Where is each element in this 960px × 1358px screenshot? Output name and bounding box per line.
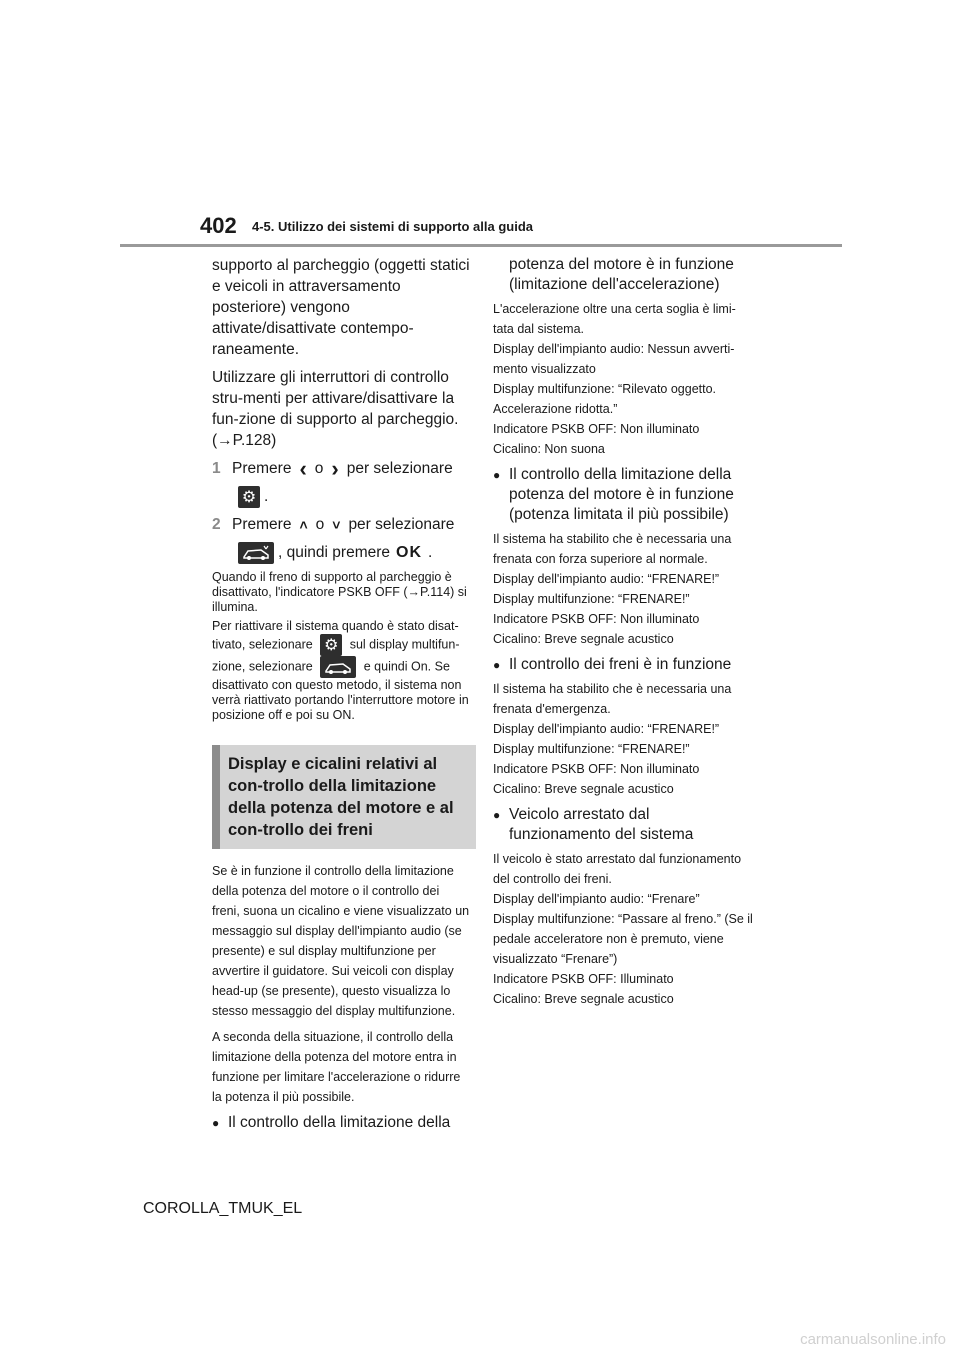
detail-line: Cicalino: Breve segnale acustico bbox=[493, 632, 674, 646]
parking-brake-car-icon bbox=[320, 656, 356, 678]
detail-line: Indicatore PSKB OFF: Non illuminato bbox=[493, 762, 700, 776]
document-code: COROLLA_TMUK_EL bbox=[143, 1200, 303, 1217]
bullet-icon: ● bbox=[493, 468, 501, 482]
bullet-text: Veicolo arrestato dal funzionamento del sistema bbox=[509, 806, 694, 843]
gear-icon: ⚙ bbox=[238, 486, 260, 508]
chevron-up-icon: ˄ bbox=[299, 517, 308, 533]
bullet-item bbox=[493, 655, 755, 675]
detail-line: L'accelerazione oltre una certa soglia è limi-tata dal sistema. bbox=[493, 302, 736, 336]
step-1-icon-row bbox=[234, 486, 470, 508]
ok-button-icon: OK bbox=[396, 544, 423, 561]
parking-brake-car-icon bbox=[238, 542, 274, 564]
step-1 bbox=[212, 458, 470, 480]
detail-line: Indicatore PSKB OFF: Non illuminato bbox=[493, 612, 700, 626]
bullet-icon: ● bbox=[212, 1116, 220, 1130]
detail-line: Display dell'impianto audio: “Frenare” bbox=[493, 892, 700, 906]
detail-line: Il sistema ha stabilito che è necessaria una frenata d'emergenza. bbox=[493, 682, 732, 716]
note-text: e quindi On. Se disattivato con questo metodo, il sistema non verrà riattivato portando l'interruttore motore in posizione off e poi su ON. bbox=[212, 659, 469, 722]
step-2 bbox=[212, 514, 470, 536]
note-text: sul display multifun-zione, selezionare bbox=[212, 637, 460, 674]
detail-line: Display multifunzione: “Passare al freno.” (Se il pedale acceleratore non è premuto, viene visualizzato “Frenare”) bbox=[493, 912, 753, 966]
detail-line: Display dell'impianto audio: “FRENARE!” bbox=[493, 572, 720, 586]
chevron-down-icon: ˅ bbox=[332, 517, 341, 533]
chevron-left-icon: ‹ bbox=[299, 456, 307, 481]
bullet-text: Il controllo della limitazione della bbox=[228, 1114, 451, 1131]
left-column bbox=[212, 255, 470, 1137]
page-number: 402 bbox=[200, 213, 237, 238]
step-text: . bbox=[264, 488, 269, 505]
chevron-right-icon: › bbox=[331, 456, 339, 481]
detail-line: Indicatore PSKB OFF: Non illuminato bbox=[493, 422, 700, 436]
bullet-text: Il controllo dei freni è in funzione bbox=[509, 656, 732, 673]
step-number: 1 bbox=[212, 460, 221, 477]
detail-line: Display multifunzione: “FRENARE!” bbox=[493, 742, 690, 756]
section-heading: Display e cicalini relativi al con-trollo della limitazione della potenza del motore e al con-trollo dei freni bbox=[212, 745, 476, 849]
step-text: . bbox=[428, 544, 433, 561]
header-rule bbox=[120, 244, 842, 247]
step-text: Premere bbox=[232, 516, 292, 533]
detail-line: Display multifunzione: “Rilevato oggetto. Accelerazione ridotta.” bbox=[493, 382, 717, 416]
bullet-text: Il controllo della limitazione della potenza del motore è in funzione (potenza limitata il più possibile) bbox=[509, 466, 734, 523]
detail-line: Cicalino: Breve segnale acustico bbox=[493, 992, 674, 1006]
step-2-icon-row bbox=[234, 542, 470, 564]
step-text: Premere bbox=[232, 460, 292, 477]
detail-line: Cicalino: Non suona bbox=[493, 442, 605, 456]
paragraph-switches: Utilizzare gli interruttori di controllo stru-menti per attivare/disattivare la fun-zione di supporto al parcheggio. (→P.128) bbox=[212, 369, 459, 449]
note-pskb: Quando il freno di supporto al parcheggio è disattivato, l'indicatore PSKB OFF (→P.114) si illumina. bbox=[212, 570, 467, 614]
watermark: carmanualsonline.info bbox=[800, 1331, 946, 1348]
step-text: , quindi premere bbox=[278, 544, 391, 561]
step-text: o bbox=[314, 460, 324, 477]
bullet-item bbox=[493, 465, 755, 525]
bullet-text: potenza del motore è in funzione (limitazione dell'accelerazione) bbox=[509, 256, 734, 293]
detail-line: Cicalino: Breve segnale acustico bbox=[493, 782, 674, 796]
detail-line: Indicatore PSKB OFF: Illuminato bbox=[493, 972, 674, 986]
section-title: 4-5. Utilizzo dei sistemi di supporto alla guida bbox=[252, 219, 533, 234]
step-text: o bbox=[315, 516, 325, 533]
detail-line: Il veicolo è stato arrestato dal funzionamento del controllo dei freni. bbox=[493, 852, 742, 886]
paragraph-situation: A seconda della situazione, il controllo della limitazione della potenza del motore entra in funzione per limitare l'accelerazione o ridurre la potenza il più possibile. bbox=[212, 1030, 461, 1104]
bullet-icon: ● bbox=[493, 808, 501, 822]
bullet-spacer bbox=[493, 255, 509, 295]
step-number: 2 bbox=[212, 516, 221, 533]
bullet-item bbox=[212, 1113, 470, 1133]
bullet-item bbox=[493, 805, 755, 845]
detail-line: Display dell'impianto audio: “FRENARE!” bbox=[493, 722, 720, 736]
step-text: per selezionare bbox=[346, 460, 453, 477]
detail-line: Display multifunzione: “FRENARE!” bbox=[493, 592, 690, 606]
gear-icon: ⚙ bbox=[320, 634, 342, 656]
detail-line: Display dell'impianto audio: Nessun avverti-mento visualizzato bbox=[493, 342, 735, 376]
paragraph-display: Se è in funzione il controllo della limitazione della potenza del motore o il controllo dei freni, suona un cicalino e viene visualizzato un messaggio sul display dell'impianto audio (se presente) e sul display multifunzione per avvertire il guidatore. Sui veicoli con display head-up (se presente), questo visualizza lo stesso messaggio del display multifunzione. bbox=[212, 864, 470, 1018]
bullet-icon: ● bbox=[493, 658, 501, 672]
bullet-continuation bbox=[493, 255, 755, 295]
paragraph-intro: supporto al parcheggio (oggetti statici e veicoli in attraversamento posteriore) vengono attivate/disattivate contempo-raneamente. bbox=[212, 257, 470, 358]
step-text: per selezionare bbox=[348, 516, 455, 533]
note-reactivate bbox=[212, 619, 470, 723]
detail-line: Il sistema ha stabilito che è necessaria una frenata con forza superiore al normale. bbox=[493, 532, 732, 566]
note-text: Per riattivare il sistema quando è stato disat-tivato, selezionare bbox=[212, 619, 459, 652]
right-column bbox=[493, 255, 755, 1009]
